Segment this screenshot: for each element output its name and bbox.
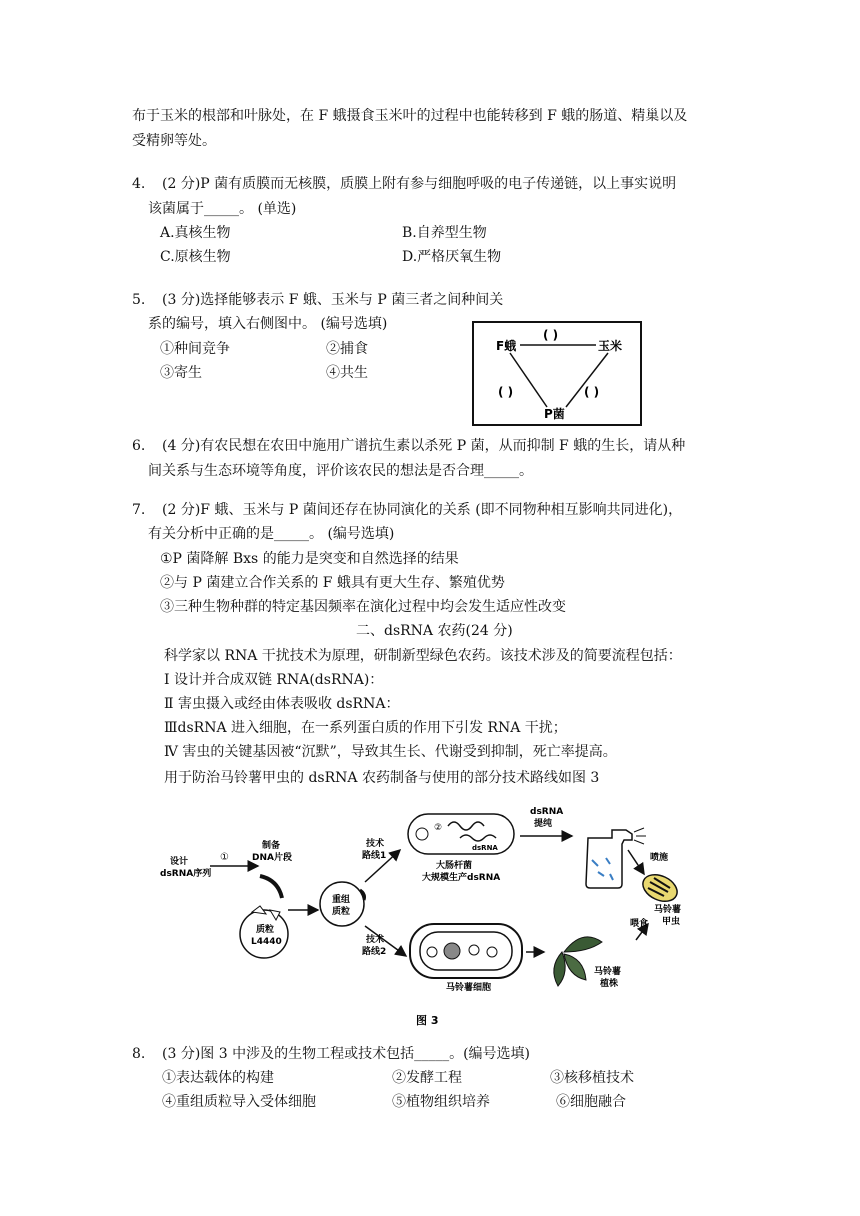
q5-option-3[interactable]: ③寄生 — [160, 365, 202, 381]
potato-leaf-icon — [554, 952, 565, 986]
step-2: Ⅱ 害虫摄入或经由体表吸收 dsRNA： — [164, 696, 400, 712]
organelle-icon — [427, 947, 437, 957]
intro-line-2: 受精卵等处。 — [132, 133, 216, 149]
purify-label-2: 提纯 — [534, 819, 553, 829]
q8-option-1[interactable]: ①表达载体的构建 — [162, 1070, 274, 1086]
q4-option-a[interactable]: A.真核生物 — [160, 225, 231, 241]
q5-option-4[interactable]: ④共生 — [326, 365, 368, 381]
q6-stem-line-1: (4 分)有农民想在农田中施用广谱抗生素以杀死 P 菌，从而抑制 F 蛾的生长，请从种 — [162, 438, 686, 454]
route-1-label-1: 技术 — [366, 839, 385, 849]
plant-label-1: 马铃薯 — [594, 967, 622, 977]
figure-3-caption: 图 3 — [416, 1014, 439, 1027]
q7-stem-line-2: 有关分析中正确的是_____。 (编号选填) — [148, 526, 395, 542]
q4-option-c[interactable]: C.原核生物 — [160, 249, 231, 265]
q8-option-3[interactable]: ③核移植技术 — [550, 1070, 634, 1086]
design-label-2: dsRNA序列 — [160, 869, 212, 879]
blank-left[interactable]: ( ) — [498, 385, 514, 399]
step-1: Ⅰ 设计并合成双链 RNA(dsRNA)： — [164, 672, 384, 688]
potato-leaf-icon — [564, 937, 602, 952]
intro-line-1: 布于玉米的根部和叶脉处，在 F 蛾摄食玉米叶的过程中也能转移到 F 蛾的肠道、精巢以及 — [132, 108, 688, 124]
arrow-spray — [628, 850, 644, 874]
potato-leaf-icon — [564, 954, 586, 980]
relationship-diagram — [472, 321, 642, 426]
q7-option-1[interactable]: ①P 菌降解 Bxs 的能力是突变和自然选择的结果 — [160, 551, 459, 567]
q5-stem-line-2: 系的编号，填入右侧图中。 (编号选填) — [148, 316, 388, 332]
nucleus-icon — [444, 943, 460, 959]
node-f-moth: F蛾 — [496, 339, 517, 353]
q5-number: 5. — [132, 292, 146, 308]
spray-label: 喷施 — [650, 853, 669, 863]
organelle-icon — [469, 945, 479, 955]
q5-option-2[interactable]: ②捕食 — [326, 341, 368, 357]
design-label-1: 设计 — [170, 857, 189, 867]
q5-option-1[interactable]: ①种间竞争 — [160, 341, 230, 357]
ecoli-label-2: 大规模生产dsRNA — [422, 873, 501, 883]
node-corn: 玉米 — [598, 339, 623, 353]
route-1-label-2: 路线1 — [362, 851, 387, 861]
q8-option-6[interactable]: ⑥细胞融合 — [556, 1094, 626, 1110]
blank-right[interactable]: ( ) — [584, 385, 600, 399]
q4-stem-line-1: (2 分)P 菌有质膜而无核膜，质膜上附有参与细胞呼吸的电子传递链，以上事实说明 — [162, 176, 677, 192]
beetle-label-2: 甲虫 — [662, 917, 681, 927]
section-2-heading: 二、dsRNA 农药(24 分) — [356, 623, 513, 639]
spray-mist-icon — [634, 828, 646, 844]
dsrna-tag: dsRNA — [472, 844, 498, 852]
q8-stem-line-1: (3 分)图 3 中涉及的生物工程或技术包括_____。(编号选填) — [162, 1046, 531, 1062]
step-3: ⅢdsRNA 进入细胞，在一系列蛋白质的作用下引发 RNA 干扰； — [164, 720, 567, 736]
route-2-label-1: 技术 — [366, 935, 385, 945]
section-2-intro: 科学家以 RNA 干扰技术为原理，研制新型绿色农药。该技术涉及的简要流程包括： — [164, 648, 682, 664]
figure-3-diagram — [160, 800, 700, 1034]
q6-number: 6. — [132, 438, 146, 454]
prep-label-2: DNA片段 — [252, 853, 292, 863]
recomb-label-1: 重组 — [332, 895, 351, 905]
q5-stem-line-1: (3 分)选择能够表示 F 蛾、玉米与 P 菌三者之间种间关 — [162, 292, 504, 308]
node-p-bacteria: P菌 — [544, 407, 565, 421]
plant-label-2: 植株 — [600, 979, 619, 989]
q6-stem-line-2: 间关系与生态环境等角度，评价该农民的想法是否合理_____。 — [148, 463, 533, 479]
q4-option-b[interactable]: B.自养型生物 — [402, 225, 487, 241]
q7-stem-line-1: (2 分)F 蛾、玉米与 P 菌间还存在协同演化的关系 (即不同物种相互影响共同进化)， — [162, 502, 683, 518]
step-4: Ⅳ 害虫的关键基因被“沉默”，导致其生长、代谢受到抑制，死亡率提高。 — [164, 744, 617, 760]
dna-fragment — [260, 876, 282, 898]
q7-number: 7. — [132, 502, 146, 518]
potato-cell-label: 马铃薯细胞 — [446, 983, 492, 993]
spray-bottle-icon — [586, 830, 632, 888]
ecoli-label-1: 大肠杆菌 — [436, 861, 473, 871]
plasmid-label-2: L4440 — [251, 937, 282, 947]
q8-option-2[interactable]: ②发酵工程 — [392, 1070, 462, 1086]
blank-top[interactable]: ( ) — [543, 328, 559, 342]
route-2-label-2: 路线2 — [362, 947, 387, 957]
ecoli-plasmid-icon — [416, 828, 428, 840]
q4-option-d[interactable]: D.严格厌氧生物 — [402, 249, 502, 265]
organelle-icon — [487, 947, 497, 957]
q4-number: 4. — [132, 176, 146, 192]
q7-option-2[interactable]: ②与 P 菌建立合作关系的 F 蛾具有更大生存、繁殖优势 — [160, 575, 505, 591]
figure-3-intro: 用于防治马铃薯甲虫的 dsRNA 农药制备与使用的部分技术路线如图 3 — [164, 770, 600, 786]
step-2-marker: ② — [434, 823, 443, 833]
feed-label: 喂食 — [630, 919, 649, 929]
q8-option-5[interactable]: ⑤植物组织培养 — [392, 1094, 490, 1110]
plasmid-label-1: 质粒 — [256, 925, 275, 935]
q8-option-4[interactable]: ④重组质粒导入受体细胞 — [162, 1094, 316, 1110]
step-1-marker: ① — [220, 852, 229, 863]
recomb-label-2: 质粒 — [332, 907, 351, 917]
q7-option-3[interactable]: ③三种生物种群的特定基因频率在演化过程中均会发生适应性改变 — [160, 599, 566, 615]
prep-label-1: 制备 — [262, 841, 281, 851]
purify-label-1: dsRNA — [530, 807, 564, 817]
q4-stem-line-2: 该菌属于_____。 (单选) — [148, 201, 297, 217]
beetle-label-1: 马铃薯 — [654, 905, 682, 915]
q8-number: 8. — [132, 1046, 146, 1062]
